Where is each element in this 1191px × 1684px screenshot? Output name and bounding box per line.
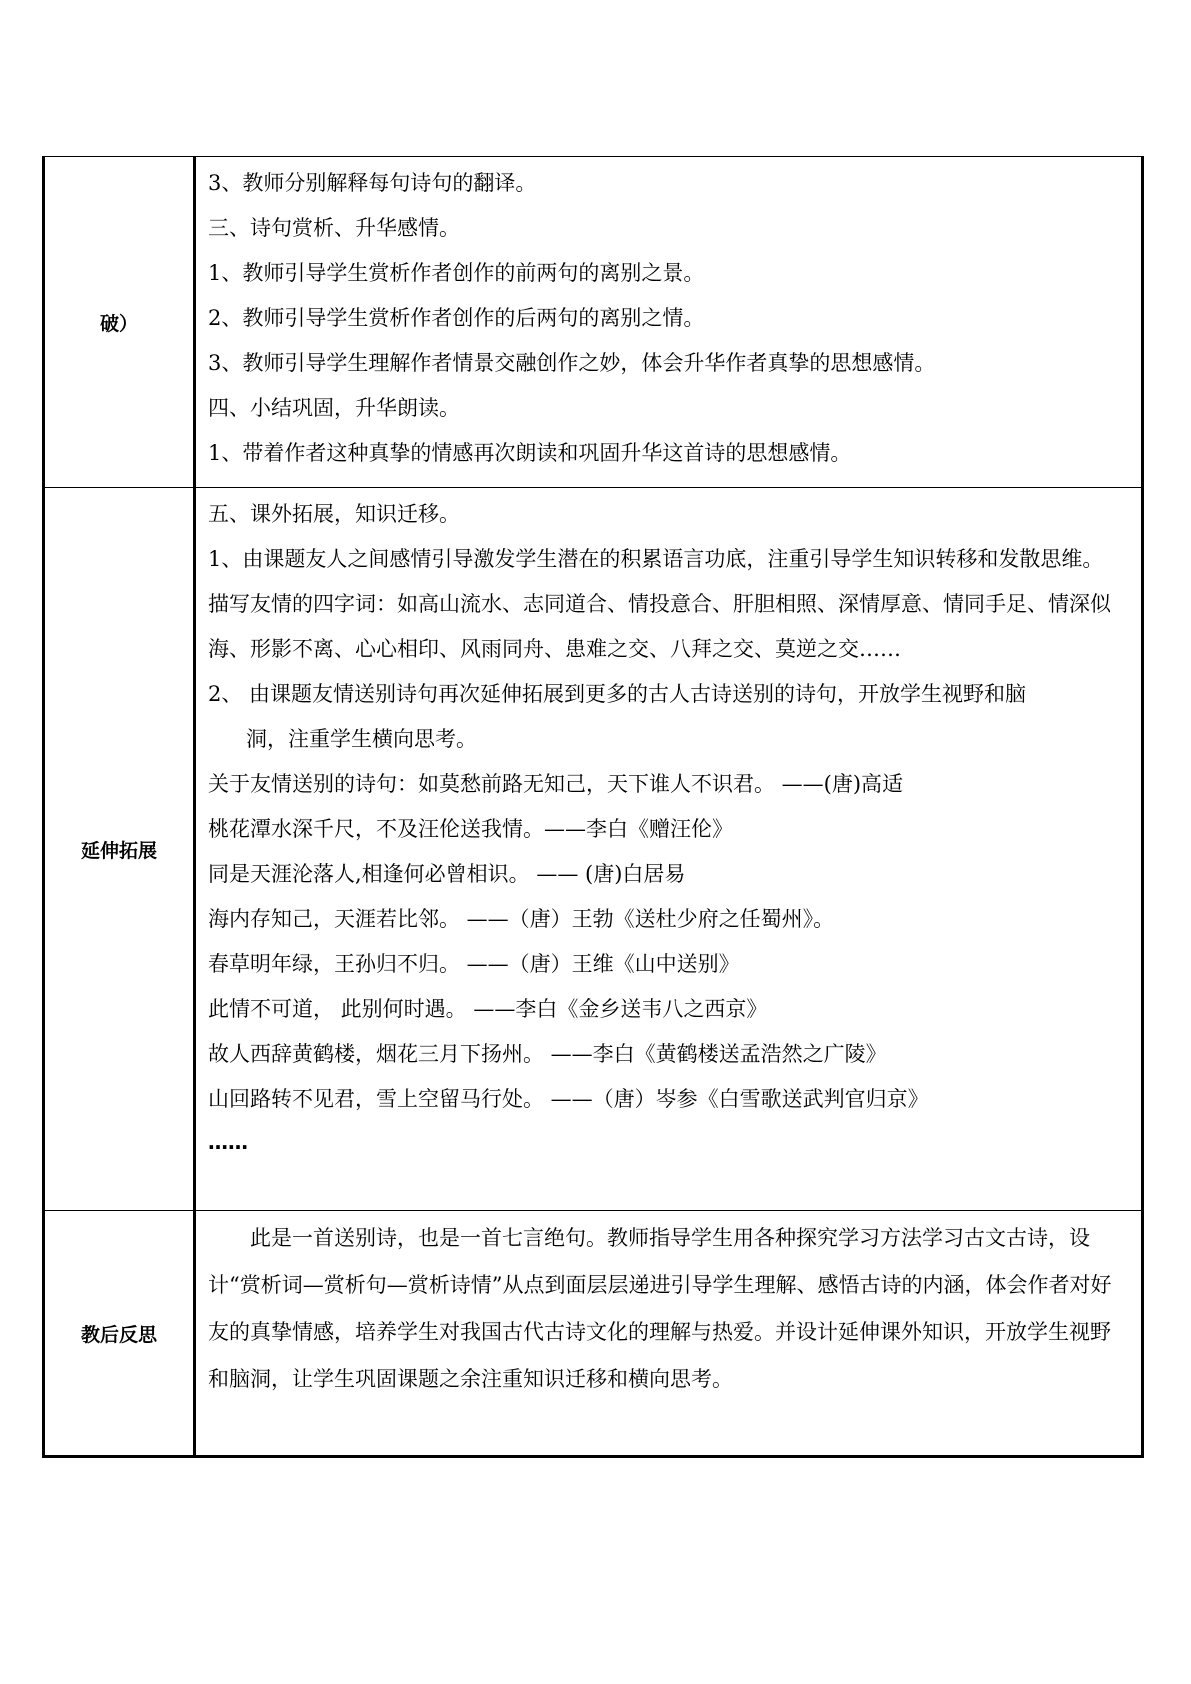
poem-line: 春草明年绿，王孙归不归。 ——（唐）王维《山中送别》 [208,952,740,976]
text-line: 3、教师分别解释每句诗句的翻译。 [208,171,537,195]
poem-line: 此情不可道， 此别何时遇。 ——李白《金乡送韦八之西京》 [208,997,768,1021]
poem-line: 关于友情送别的诗句：如莫愁前路无知己，天下谁人不识君。 ——(唐)高适 [208,772,904,796]
row-label: 延伸拓展 [44,488,195,1211]
section-heading: 四、小结巩固，升华朗读。 [208,396,460,420]
text-line: 洞，注重学生横向思考。 [246,727,477,751]
text-line: 2、教师引导学生赏析作者创作的后两句的离别之情。 [208,306,705,330]
reflection-paragraph: 此是一首送别诗，也是一首七言绝句。教师指导学生用各种探究学习方法学习古文古诗，设计“赏析词—赏析句—赏析诗情”从点到面层层递进引导学生理解、感悟古诗的内涵，体会作者对好友的真挚情感，培养学生对我国古代古诗文化的理解与热爱。并设计延伸课外知识，开放学生视野和脑洞，让学生巩固课题之余注重知识迁移和横向思考。 [208,1226,1112,1391]
table-row [44,157,1143,488]
poem-line: 故人西辞黄鹤楼，烟花三月下扬州。 ——李白《黄鹤楼送孟浩然之广陵》 [208,1042,887,1066]
text-line: 3、教师引导学生理解作者情景交融创作之妙，体会升华作者真挚的思想感情。 [208,351,936,375]
poem-line: 山回路转不见君，雪上空留马行处。 ——（唐）岑参《白雪歌送武判官归京》 [208,1087,929,1111]
ellipsis: …… [208,1130,248,1154]
poem-line: 桃花潭水深千尺，不及汪伦送我情。——李白《赠汪伦》 [208,817,733,841]
row-label: 破） [44,157,195,488]
text-line: 1、教师引导学生赏析作者创作的前两句的离别之景。 [208,261,705,285]
text-paragraph: 描写友情的四字词：如高山流水、志同道合、情投意合、肝胆相照、深情厚意、情同手足、情深似海、形影不离、心心相印、风雨同舟、患难之交、八拜之交、莫逆之交…… [208,592,1111,661]
row-content [195,1211,1143,1457]
row-label: 教后反思 [44,1211,195,1457]
section-heading: 三、诗句赏析、升华感情。 [208,216,460,240]
poem-line: 海内存知己，天涯若比邻。 ——（唐）王勃《送杜少府之任蜀州》。 [208,907,835,931]
text-paragraph: 1、由课题友人之间感情引导激发学生潜在的积累语言功底，注重引导学生知识转移和发散思维。 [208,547,1104,571]
poem-line: 同是天涯沦落人,相逢何必曾相识。 —— (唐)白居易 [208,862,686,886]
table-row [44,1211,1143,1457]
text-line: 1、带着作者这种真挚的情感再次朗读和巩固升华这首诗的思想感情。 [208,441,852,465]
table-row [44,488,1143,1211]
section-heading: 五、课外拓展，知识迁移。 [208,502,460,526]
row-content [195,157,1143,488]
lesson-plan-table [42,156,1144,1458]
text-line: 2、 由课题友情送别诗句再次延伸拓展到更多的古人古诗送别的诗句，开放学生视野和脑 [208,682,1027,706]
row-content [195,488,1143,1211]
